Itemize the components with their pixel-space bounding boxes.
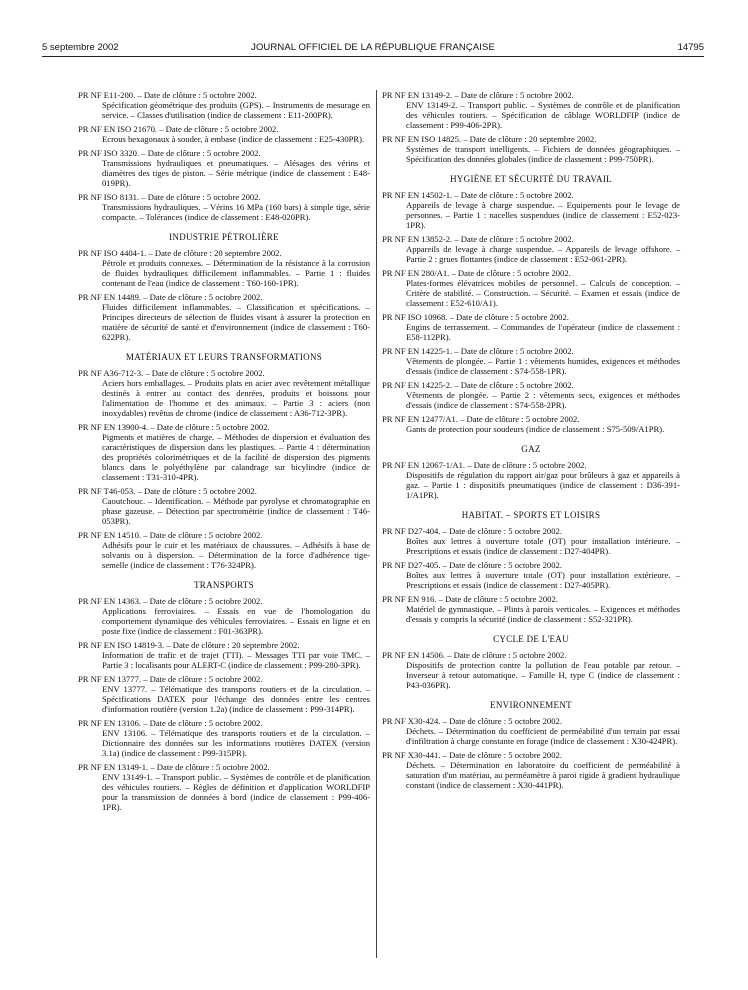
- standard-reference: PR NF D27-405.: [382, 560, 441, 570]
- standard-reference: PR NF EN 14502-1.: [382, 190, 453, 200]
- standard-reference: PR NF EN 13852-2.: [382, 234, 453, 244]
- standard-entry: [78, 292, 370, 342]
- standard-description: Plates-formes élévatrices mobiles de personnel. – Calculs de conception. – Critère de stabilité. – Construction. – Sécurité. – Examen et essais (indice de classement : E52-610/A1).: [406, 278, 680, 308]
- closing-date: – Date de clôture : 5 octobre 2002.: [143, 718, 263, 728]
- standard-entry: [78, 530, 370, 570]
- closing-date: – Date de clôture : 5 octobre 2002.: [438, 594, 558, 604]
- standard-description: Systèmes de transport intelligents. – Fichiers de données géographiques. – Spécification des données globales (indice de classement : P99-750PR).: [406, 144, 680, 164]
- closing-date: – Date de clôture : 5 octobre 2002.: [460, 414, 580, 424]
- standard-description: Dispositifs de régulation du rapport air/gaz pour brûleurs à gaz et appareils à gaz. – Partie 1 : dispositifs pneumatiques (indice de classement : D36-391-1/A1PR).: [406, 470, 680, 500]
- closing-date: – Date de clôture : 5 octobre 2002.: [137, 90, 257, 100]
- standard-entry: [382, 346, 680, 376]
- section-heading: INDUSTRIE PÉTROLIÈRE: [169, 232, 279, 242]
- standard-entry: [78, 422, 370, 482]
- standard-entry: [382, 234, 680, 264]
- standard-description: Information de trafic et de trajet (TTI). – Messages TTI par voie TMC. – Partie 3 : localisants pour ALERT-C (indice de classement : P99-280-3PR).: [102, 650, 370, 670]
- standard-entry: [382, 190, 680, 230]
- closing-date: – Date de clôture : 5 octobre 2002.: [141, 148, 261, 158]
- standard-reference: PR NF EN 13149-2.: [382, 90, 453, 100]
- standard-description: Appareils de levage à charge suspendue. – Appareils de levage offshore. – Partie 2 : grues flottantes (indice de classement : E52-061-2PR).: [406, 244, 680, 264]
- standard-reference: PR NF EN ISO 21670.: [78, 124, 158, 134]
- closing-date: – Date de clôture : 5 octobre 2002.: [454, 346, 574, 356]
- section-heading: HABITAT. – SPORTS ET LOISIRS: [461, 510, 601, 520]
- standard-entry: [382, 526, 680, 556]
- closing-date: – Date de clôture : 20 septembre 2002.: [148, 248, 282, 258]
- standard-reference: PR NF X30-441.: [382, 750, 441, 760]
- closing-date: – Date de clôture : 5 octobre 2002.: [150, 422, 270, 432]
- standard-reference: PR NF EN 14506.: [382, 650, 446, 660]
- standard-reference: PR NF EN 13777.: [78, 674, 142, 684]
- left-column: [78, 90, 370, 816]
- closing-date: – Date de clôture : 5 octobre 2002.: [442, 750, 562, 760]
- standard-description: Caoutchouc. – Identification. – Méthode par pyrolyse et chromatographie en phase gazeuse. – Détection par spectrométrie (indice de classement : T46-053PR).: [102, 496, 370, 526]
- standard-reference: PR NF EN 14363.: [78, 596, 142, 606]
- standard-reference: PR NF ISO 8131.: [78, 192, 140, 202]
- standard-entry: [382, 380, 680, 410]
- standard-description: Fluides difficilement inflammables. – Classification et spécifications. – Principes directeurs de sélection de fluides visant à assurer la protection en matière de sécurité de santé et d'environnement (indice de classement : T60-622PR).: [102, 302, 370, 342]
- standard-entry: [78, 640, 370, 670]
- closing-date: – Date de clôture : 5 octobre 2002.: [145, 368, 265, 378]
- page-header: [42, 42, 704, 56]
- standard-entry: [382, 750, 680, 790]
- section-heading: ENVIRONNEMENT: [490, 700, 572, 710]
- standard-description: ENV 13149-2. – Transport public. – Systèmes de contrôle et de planification des véhicules routiers. – Spécification de câblage WORLDFIP (indice de classement : P99-406-2PR).: [406, 100, 680, 130]
- standard-reference: PR NF EN 14510.: [78, 530, 142, 540]
- standard-reference: PR NF EN 12477/A1.: [382, 414, 458, 424]
- standard-description: Adhésifs pour le cuir et les matériaux de chaussures. – Adhésifs à base de solvants ou à dispersion. – Détermination de la force d'adhérence tige-semelle (indice de classement : T76-324PR).: [102, 540, 370, 570]
- standard-entry: [78, 192, 370, 222]
- standard-description: Spécification géométrique des produits (GPS). – Instruments de mesurage en service. – Classes d'utilisation (indice de classement : E11-200PR).: [102, 100, 370, 120]
- standard-reference: PR NF EN 14225-2.: [382, 380, 453, 390]
- closing-date: – Date de clôture : 5 octobre 2002.: [449, 312, 569, 322]
- standard-description: Aciers hors emballages. – Produits plats en acier avec revêtement métallique destinés à entrer au contact des denrées, produits et boissons pour l'alimentation de l'homme et des animaux. – Partie 3 : aciers (non inoxydables) revêtus de chrome (indice de classement : A36-712-3PR).: [102, 378, 370, 418]
- section-heading: MATÉRIAUX ET LEURS TRANSFORMATIONS: [125, 352, 323, 362]
- closing-date: – Date de clôture : 5 octobre 2002.: [467, 460, 587, 470]
- standard-description: Gants de protection pour soudeurs (indice de classement : S75-509/A1PR).: [406, 424, 665, 434]
- right-column: [382, 90, 680, 794]
- standard-description: Appareils de levage à charge suspendue. – Equipements pour le levage de personnes. – Partie 1 : nacelles suspendues (indice de classement : E52-023-1PR).: [406, 200, 680, 230]
- standard-entry: [78, 124, 370, 144]
- closing-date: – Date de clôture : 5 octobre 2002.: [159, 124, 279, 134]
- standard-entry: [78, 674, 370, 714]
- standard-reference: PR NF EN 13149-1.: [78, 762, 149, 772]
- closing-date: – Date de clôture : 5 octobre 2002.: [143, 674, 263, 684]
- standard-entry: [78, 596, 370, 636]
- standard-reference: PR NF D27-404.: [382, 526, 441, 536]
- closing-date: – Date de clôture : 5 octobre 2002.: [137, 486, 257, 496]
- standard-description: Vêtements de plongée. – Partie 2 : vêtements secs, exigences et méthodes d'essais (indice de classement : S74-558-2PR).: [406, 390, 680, 410]
- standard-entry: [382, 312, 680, 342]
- standard-entry: [382, 134, 680, 164]
- standard-description: ENV 13777. – Télématique des transports routiers et de la circulation. – Spécifications DATEX pour l'échange des données entre les centres d'information routière (version 1.2a) (indice de classement : P99-314PR).: [102, 684, 370, 714]
- standard-reference: PR NF E11-200.: [78, 90, 136, 100]
- standard-reference: PR NF ISO 10968.: [382, 312, 448, 322]
- standard-reference: PR NF EN 13106.: [78, 718, 142, 728]
- section-heading: TRANSPORTS: [194, 580, 254, 590]
- section-heading: HYGIÈNE ET SÉCURITÉ DU TRAVAIL: [450, 174, 612, 184]
- standard-reference: PR NF EN 916.: [382, 594, 437, 604]
- standard-description: Applications ferroviaires. – Essais en vue de l'homologation du comportement dynamique des véhicules ferroviaires. – Essais en ligne et en poste fixe (indice de classement : F01-363PR).: [102, 606, 370, 636]
- standard-entry: [382, 414, 680, 434]
- standard-description: ENV 13149-1. – Transport public. – Systèmes de contrôle et de planification des véhicules routiers. – Règles de définition et d'application WORLDFIP pour la transmission de données à bord (indice de classement : P99-406-1PR).: [102, 772, 370, 812]
- standard-entry: [78, 486, 370, 526]
- standard-description: Vêtements de plongée. – Partie 1 : vêtements humides, exigences et méthodes d'essais (indice de classement : S74-558-1PR).: [406, 356, 680, 376]
- header-rule: [42, 56, 704, 57]
- standard-description: Transmissions hydrauliques. – Vérins 16 MPa (160 bars) à simple tige, série compacte. – Tolérances (indice de classement : E48-020PR).: [102, 202, 370, 222]
- standard-reference: PR NF T46-053.: [78, 486, 136, 496]
- standard-description: Pétrole et produits connexes. – Détermination de la résistance à la corrosion de fluides hydrauliques difficilement inflammables. – Partie 1 : fluides contenant de l'eau (indice de classement : T60-160-1PR).: [102, 258, 370, 288]
- standard-description: Boîtes aux lettres à ouverture totale (OT) pour installation extérieure. – Prescriptions et essais (indice de classement : D27-405PR).: [406, 570, 680, 590]
- standard-entry: [78, 248, 370, 288]
- standard-reference: PR NF EN 14225-1.: [382, 346, 453, 356]
- closing-date: – Date de clôture : 5 octobre 2002.: [442, 526, 562, 536]
- standard-description: ENV 13106. – Télématique des transports routiers et de la circulation. – Dictionnaire des données sur les informations routières DATEX (version 3.1a) (indice de classement : P99-315PR).: [102, 728, 370, 758]
- header-title: JOURNAL OFFICIEL DE LA RÉPUBLIQUE FRANÇAISE: [251, 42, 495, 53]
- standard-reference: PR NF EN 280/A1.: [382, 268, 450, 278]
- standard-description: Déchets. – Détermination en laboratoire du coefficient de perméabilité à saturation d'un matériau, au perméamètre à paroi rigide à gradient hydraulique constant (indice de classement : X30-441PR).: [406, 760, 680, 790]
- closing-date: – Date de clôture : 5 octobre 2002.: [454, 380, 574, 390]
- closing-date: – Date de clôture : 5 octobre 2002.: [442, 716, 562, 726]
- closing-date: – Date de clôture : 5 octobre 2002.: [454, 90, 574, 100]
- standard-reference: PR NF X30-424.: [382, 716, 441, 726]
- standard-description: Matériel de gymnastique. – Plints à parois verticales. – Exigences et méthodes d'essais y compris la sécurité (indice de classement : S52-321PR).: [406, 604, 680, 624]
- section-heading: GAZ: [521, 444, 541, 454]
- standard-entry: [78, 718, 370, 758]
- header-date: 5 septembre 2002: [42, 42, 119, 53]
- closing-date: – Date de clôture : 20 septembre 2002.: [463, 134, 597, 144]
- closing-date: – Date de clôture : 5 octobre 2002.: [451, 268, 571, 278]
- closing-date: – Date de clôture : 5 octobre 2002.: [141, 192, 261, 202]
- standard-entry: [382, 594, 680, 624]
- standard-entry: [382, 716, 680, 746]
- standard-reference: PR NF EN ISO 14825.: [382, 134, 462, 144]
- standard-entry: [382, 90, 680, 130]
- standard-description: Transmissions hydrauliques et pneumatiques. – Alésages des vérins et diamètres des tiges de piston. – Série métrique (indice de classement : E48-019PR).: [102, 158, 370, 188]
- column-separator: [376, 90, 377, 958]
- standard-entry: [382, 650, 680, 690]
- standard-reference: PR NF A36-712-3.: [78, 368, 144, 378]
- standard-entry: [78, 762, 370, 812]
- standard-entry: [78, 148, 370, 188]
- standard-description: Déchets. – Détermination du coefficient de perméabilité d'un terrain par essai d'infiltration à charge constante en forage (indice de classement : X30-424PR).: [406, 726, 680, 746]
- closing-date: – Date de clôture : 5 octobre 2002.: [454, 190, 574, 200]
- standard-entry: [382, 460, 680, 500]
- standard-reference: PR NF EN 12067-1/A1.: [382, 460, 466, 470]
- closing-date: – Date de clôture : 5 octobre 2002.: [143, 530, 263, 540]
- standard-description: Ecrous hexagonaux à souder, à embase (indice de classement : E25-430PR).: [102, 134, 365, 144]
- closing-date: – Date de clôture : 5 octobre 2002.: [143, 292, 263, 302]
- standard-entry: [382, 268, 680, 308]
- standard-description: Engins de terrassement. – Commandes de l'opérateur (indice de classement : E58-112PR).: [406, 322, 680, 342]
- standard-entry: [78, 368, 370, 418]
- closing-date: – Date de clôture : 5 octobre 2002.: [150, 762, 270, 772]
- section-heading: CYCLE DE L'EAU: [493, 634, 569, 644]
- standard-reference: PR NF EN 14489.: [78, 292, 142, 302]
- closing-date: – Date de clôture : 5 octobre 2002.: [447, 650, 567, 660]
- standard-description: Boîtes aux lettres à ouverture totale (OT) pour installation intérieure. – Prescriptions et essais (indice de classement : D27-404PR).: [406, 536, 680, 556]
- standard-reference: PR NF EN 13900-4.: [78, 422, 149, 432]
- closing-date: – Date de clôture : 20 septembre 2002.: [166, 640, 300, 650]
- standard-reference: PR NF ISO 4404-1.: [78, 248, 147, 258]
- closing-date: – Date de clôture : 5 octobre 2002.: [442, 560, 562, 570]
- closing-date: – Date de clôture : 5 octobre 2002.: [143, 596, 263, 606]
- standard-entry: [78, 90, 370, 120]
- standard-description: Dispositifs de protection contre la pollution de l'eau potable par retour. – Inverseur à retour automatique. – Famille H, type C (indice de classement : P43-036PR).: [406, 660, 680, 690]
- standard-reference: PR NF ISO 3320.: [78, 148, 140, 158]
- closing-date: – Date de clôture : 5 octobre 2002.: [454, 234, 574, 244]
- header-page-number: 14795: [677, 42, 704, 53]
- standard-description: Pigments et matières de charge. – Méthodes de dispersion et évaluation des caractéristiques de dispersion dans les plastiques. – Partie 4 : détermination des propriétés colorimétriques et de la facilité de dispersion des pigments blancs dans le polyéthylène par calandrage sur bicylindre (indice de classement : T31-310-4PR).: [102, 432, 370, 482]
- standard-reference: PR NF EN ISO 14819-3.: [78, 640, 165, 650]
- standard-entry: [382, 560, 680, 590]
